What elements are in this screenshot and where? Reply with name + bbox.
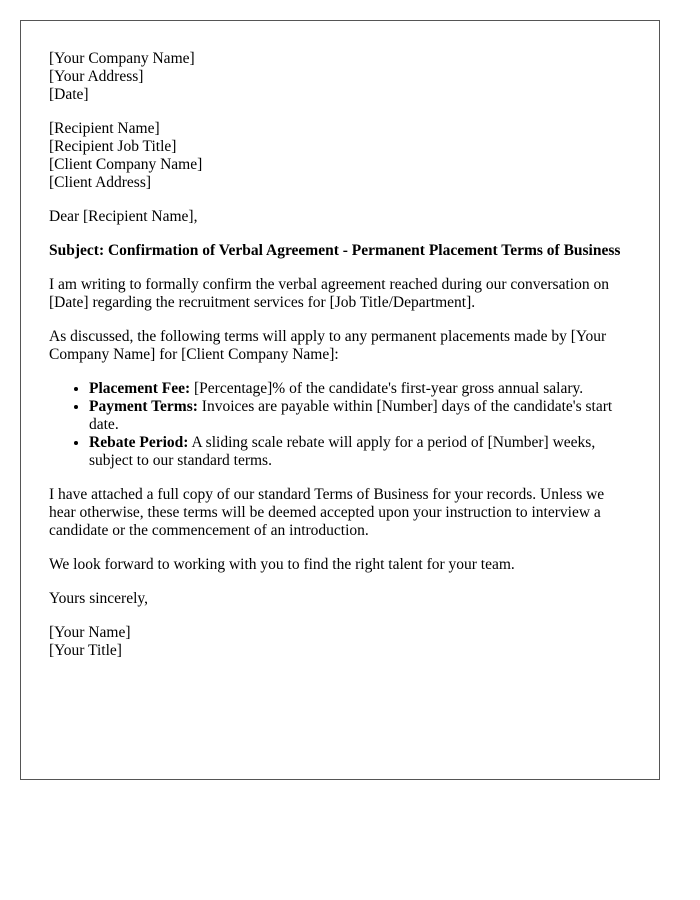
recipient-company-name: [Client Company Name]: [49, 156, 203, 173]
term-label: Rebate Period:: [89, 434, 189, 451]
term-text: Invoices are payable within [Number] days of the candidate's start date.: [89, 398, 613, 433]
salutation: Dear [Recipient Name],: [49, 208, 198, 225]
letter-date: [Date]: [49, 86, 89, 103]
term-label: Placement Fee:: [89, 380, 191, 397]
sign-off: Yours sincerely,: [49, 590, 149, 607]
term-text: [Percentage]% of the candidate's first-year gross annual salary.: [194, 380, 584, 397]
letter-document: [20, 20, 660, 780]
signature-block: [49, 624, 631, 660]
sender-company-name: [Your Company Name]: [49, 50, 195, 67]
recipient-address: [Client Address]: [49, 174, 152, 191]
list-item: [89, 398, 631, 434]
subject-line: Subject: Confirmation of Verbal Agreement - Permanent Placement Terms of Business: [49, 242, 621, 259]
sender-address: [Your Address]: [49, 68, 144, 85]
term-text: A sliding scale rebate will apply for a period of [Number] weeks, subject to our standard terms.: [89, 434, 596, 469]
attachment-paragraph: I have attached a full copy of our standard Terms of Business for your records. Unless we hear otherwise, these terms will be deemed accepted upon your instruction to interview a candidate or the commencement of an introduction.: [49, 486, 605, 539]
recipient-job-title: [Recipient Job Title]: [49, 138, 177, 155]
recipient-block: [49, 120, 631, 192]
terms-intro-paragraph: As discussed, the following terms will apply to any permanent placements made by [Your Company Name] for [Client Company Name]:: [49, 328, 607, 363]
list-item: [89, 434, 631, 470]
signature-title: [Your Title]: [49, 642, 122, 659]
intro-paragraph: I am writing to formally confirm the verbal agreement reached during our conversation on [Date] regarding the recruitment services for [Job Title/Department].: [49, 276, 609, 311]
recipient-name: [Recipient Name]: [49, 120, 160, 137]
signature-name: [Your Name]: [49, 624, 131, 641]
sender-block: [49, 50, 631, 104]
terms-list: [49, 380, 631, 470]
term-label: Payment Terms:: [89, 398, 198, 415]
list-item: [89, 380, 631, 398]
closing-paragraph: We look forward to working with you to find the right talent for your team.: [49, 556, 515, 573]
